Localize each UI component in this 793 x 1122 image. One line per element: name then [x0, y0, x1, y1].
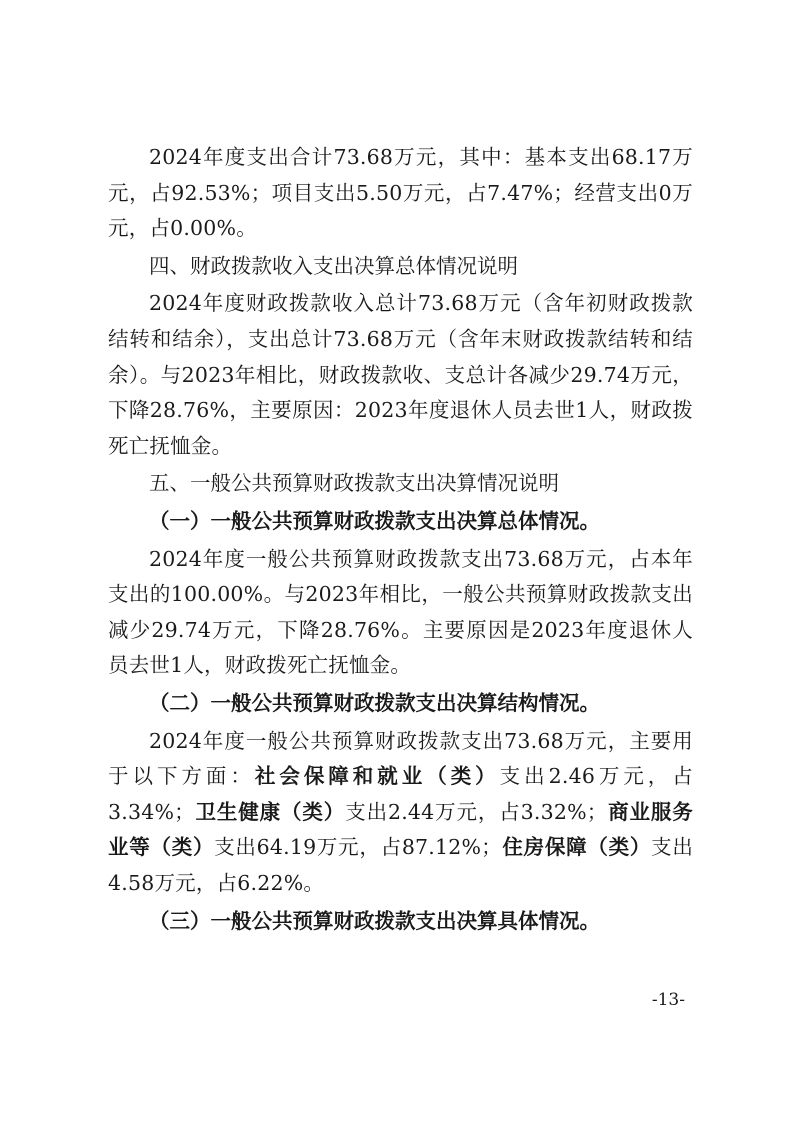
category-housing-amount: 支出4.58万元，占6.22%。 [108, 835, 694, 895]
paragraph-fiscal-summary: 2024年度财政拨款收入总计73.68万元（含年初财政拨款结转和结余），支出总计73.68万元（含年末财政拨款结转和结余）。与2023年相比，财政拨款收、支总计各减少29.74万元，下降28.76%，主要原因：2023年度退休人员去世1人，财政拨死亡抚恤金。 [108, 291, 693, 458]
page-number: -13- [651, 990, 685, 1010]
section-heading-5: 五、一般公共预算财政拨款支出决算情况说明 [149, 471, 559, 496]
category-social-security: 社会保障和就业（类） [254, 764, 500, 789]
category-social-security-amount: 支出2.46万元，占3.34%； [108, 764, 693, 824]
paragraph-general-budget-total: 2024年度一般公共预算财政拨款支出73.68万元，占本年支出的100.00%。与2023年相比，一般公共预算财政拨款支出减少29.74万元，下降28.76%。主要原因是2023年度退休人员去世1人，财政拨死亡抚恤金。 [108, 546, 693, 678]
subsection-heading-3: （三）一般公共预算财政拨款支出决算具体情况。 [149, 909, 600, 934]
category-commerce: 商业服务业等（类） [108, 799, 694, 860]
subsection-heading-2: （二）一般公共预算财政拨款支出决算结构情况。 [149, 690, 600, 715]
category-housing: 住房保障（类） [501, 835, 652, 860]
category-commerce-amount: 支出64.19万元，占87.12%； [214, 835, 502, 860]
paragraph-expenditure-total: 2024年度支出合计73.68万元，其中：基本支出68.17万元，占92.53%；项目支出5.50万元，占7.47%；经营支出0万元，占0.00%。 [108, 145, 693, 241]
section-heading-4: 四、财政拨款收入支出决算总体情况说明 [149, 253, 518, 278]
paragraph-expenditure-structure [108, 724, 693, 902]
category-health: 卫生健康（类） [194, 799, 346, 824]
document-body [108, 140, 693, 940]
structure-intro-text: 2024年度一般公共预算财政拨款支出73.68万元，主要用于以下方面： [108, 728, 693, 789]
category-health-amount: 支出2.44万元，占3.32%； [345, 799, 608, 824]
subsection-heading-1: （一）一般公共预算财政拨款支出决算总体情况。 [149, 508, 600, 533]
